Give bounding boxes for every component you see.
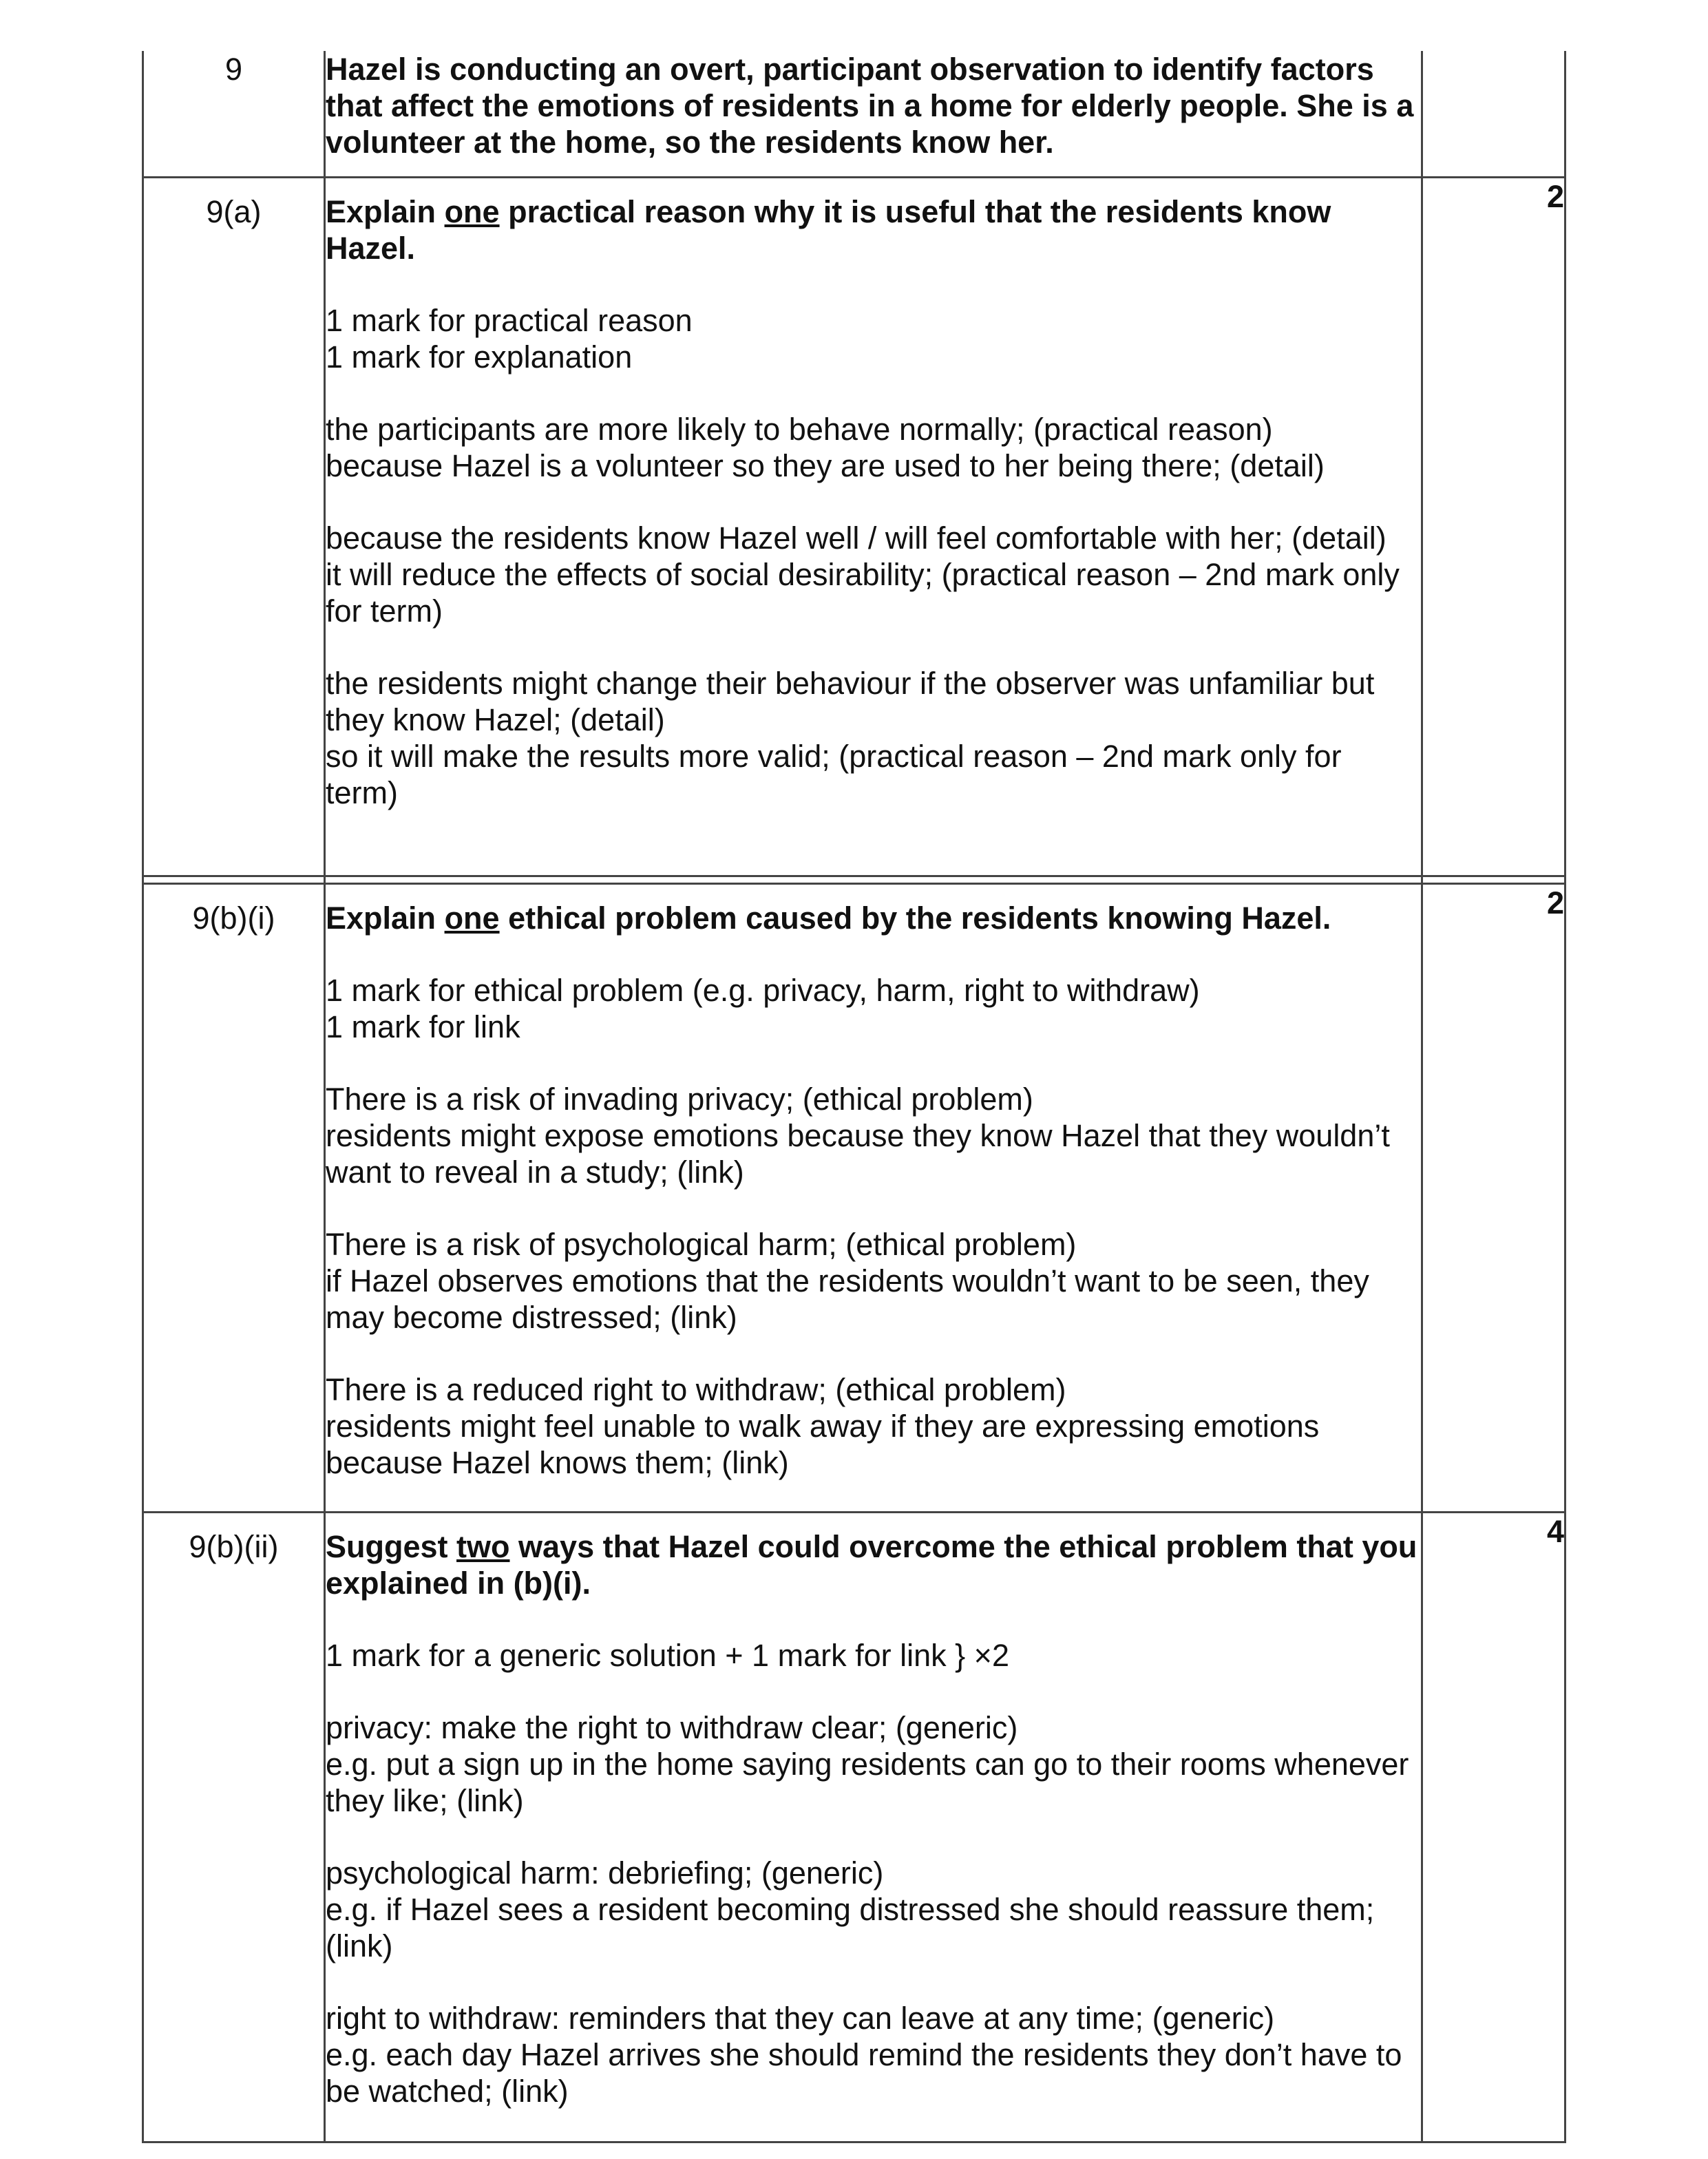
guidance-line: 1 mark for a generic solution + 1 mark for link } ×2 <box>326 1638 1009 1673</box>
answer-block <box>326 2000 1421 2109</box>
guidance-block <box>326 972 1421 1045</box>
question-text: Explain one ethical problem caused by the residents knowing Hazel. <box>326 901 1331 936</box>
question-row-9a <box>143 178 1565 876</box>
answer-line: the residents might change their behaviour if the observer was unfamiliar but they know Hazel; (detail) <box>326 666 1375 737</box>
marks-cell: 2 <box>1422 884 1565 1513</box>
answer-line: residents might feel unable to walk away if they are expressing emotions because Hazel knows them; (link) <box>326 1409 1320 1480</box>
guidance-block <box>326 302 1421 375</box>
emphasis-word: one <box>444 901 500 936</box>
guidance-block <box>326 1637 1421 1674</box>
answer-line: because the residents know Hazel well / will feel comfortable with her; (detail) <box>326 520 1387 556</box>
question-number: 9 <box>143 51 325 178</box>
row-separator <box>143 876 1565 884</box>
answer-line: so it will make the results more valid; (practical reason – 2nd mark only for term) <box>326 739 1342 810</box>
mark-scheme-page <box>142 51 1564 2143</box>
answer-cell <box>325 178 1422 876</box>
marks-cell <box>1422 51 1565 178</box>
emphasis-word: two <box>456 1529 510 1564</box>
answer-line: e.g. if Hazel sees a resident becoming distressed she should reassure them; (link) <box>326 1892 1375 1963</box>
question-number: 9(b)(i) <box>143 884 325 1513</box>
answer-line: e.g. each day Hazel arrives she should remind the residents they don’t have to be watched; (link) <box>326 2037 1402 2109</box>
answer-line: the participants are more likely to behave normally; (practical reason) <box>326 412 1273 447</box>
answer-cell <box>325 884 1422 1513</box>
answer-line: if Hazel observes emotions that the residents wouldn’t want to be seen, they may become distressed; (link) <box>326 1263 1369 1335</box>
question-number: 9(a) <box>143 178 325 876</box>
answer-cell <box>325 51 1422 178</box>
answer-block <box>326 1081 1421 1190</box>
question-row-9bi <box>143 884 1565 1513</box>
question-number: 9(b)(ii) <box>143 1513 325 2142</box>
guidance-line: 1 mark for link <box>326 1009 520 1044</box>
question-text: Explain one practical reason why it is useful that the residents know Hazel. <box>326 194 1331 266</box>
answer-line: There is a risk of invading privacy; (ethical problem) <box>326 1082 1033 1117</box>
answer-block <box>326 665 1421 811</box>
answer-line: privacy: make the right to withdraw clear; (generic) <box>326 1710 1018 1745</box>
answer-block <box>326 1855 1421 1964</box>
answer-block <box>326 520 1421 629</box>
question-stem: Hazel is conducting an overt, participant observation to identify factors that affect the emotions of residents in a home for elderly people. She is a volunteer at the home, so the residents know her. <box>326 52 1414 160</box>
marks-cell: 2 <box>1422 178 1565 876</box>
answer-line: e.g. put a sign up in the home saying residents can go to their rooms whenever they like; (link) <box>326 1747 1409 1818</box>
answer-line: residents might expose emotions because they know Hazel that they wouldn’t want to reveal in a study; (link) <box>326 1118 1390 1190</box>
guidance-line: 1 mark for explanation <box>326 339 633 375</box>
answer-line: There is a reduced right to withdraw; (ethical problem) <box>326 1372 1066 1407</box>
answer-line: it will reduce the effects of social desirability; (practical reason – 2nd mark only for term) <box>326 557 1400 629</box>
answer-line: right to withdraw: reminders that they can leave at any time; (generic) <box>326 2001 1275 2036</box>
answer-block <box>326 1371 1421 1481</box>
mark-scheme-table <box>142 51 1566 2143</box>
answer-block <box>326 411 1421 484</box>
answer-block <box>326 1226 1421 1336</box>
question-row-9 <box>143 51 1565 178</box>
answer-line: because Hazel is a volunteer so they are used to her being there; (detail) <box>326 448 1325 483</box>
guidance-line: 1 mark for ethical problem (e.g. privacy, harm, right to withdraw) <box>326 973 1200 1008</box>
guidance-line: 1 mark for practical reason <box>326 303 693 338</box>
answer-cell <box>325 1513 1422 2142</box>
answer-block <box>326 1709 1421 1819</box>
marks-cell: 4 <box>1422 1513 1565 2142</box>
answer-line: There is a risk of psychological harm; (ethical problem) <box>326 1227 1077 1262</box>
question-text: Suggest two ways that Hazel could overcome the ethical problem that you explained in (b)(i). <box>326 1529 1417 1601</box>
question-row-9bii <box>143 1513 1565 2142</box>
emphasis-word: one <box>444 194 500 229</box>
answer-line: psychological harm: debriefing; (generic) <box>326 1855 884 1891</box>
